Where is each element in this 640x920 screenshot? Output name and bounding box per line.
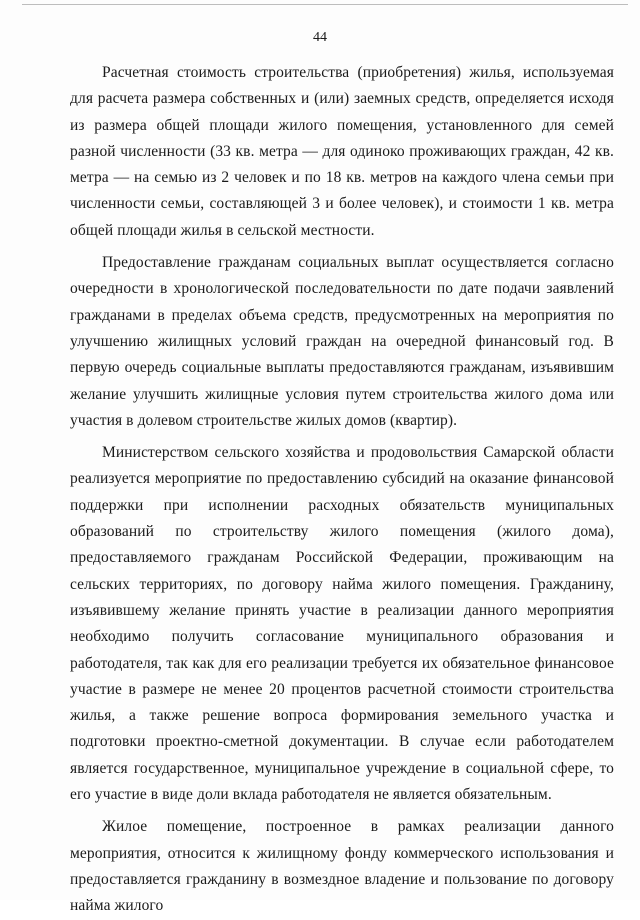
paragraph-housing-cost: Расчетная стоимость строительства (приобретения) жилья, используемая для расчета размера собственных и (или) заемных средств, определяется исходя из размера общей площади жилого помещения, установленного для семей разной численности (33 кв. метра — для одиноко проживающих граждан, 42 кв. метра — на семью из 2 человек и по 18 кв. метров на каждого члена семьи при численности семьи, составляющей 3 и более человек), и стоимости 1 кв. метра общей площади жилья в сельской местности. bbox=[70, 64, 614, 239]
paragraph-ministry-subsidies: Министерством сельского хозяйства и продовольствия Самарской области реализуется мероприятие по предоставлению субсидий на оказание финансовой поддержки при исполнении расходных обязательств муниципальных образований по строительству жилого помещения (жилого дома), предоставляемого гражданам Российской Федерации, проживающим на сельских территориях, по договору найма жилого помещения. Гражданину, изъявившему желание принять участие в реализации данного мероприятия необходимо получить согласование муниципального образования и работодателя, так как для его реализации требуется их обязательное финансовое участие в размере не менее 20 процентов расчетной стоимости строительства жилья, а также решение вопроса формирования земельного участка и подготовки проектно-сметной документации. В случае если работодателем является государственное, муниципальное учреждение в социальной сфере, то его участие в виде доли вклада работодателя не является обязательным. bbox=[70, 444, 614, 804]
body-text bbox=[70, 60, 614, 920]
page-number: 44 bbox=[313, 30, 327, 45]
scan-edge-line bbox=[22, 4, 628, 5]
paragraph-housing-fund: Жилое помещение, построенное в рамках реализации данного мероприятия, относится к жилищному фонду коммерческого использования и предоставляется гражданину в возмездное владение и пользование по договору найма жилого bbox=[70, 818, 614, 915]
paragraph-social-payments: Предоставление гражданам социальных выплат осуществляется согласно очередности в хронологической последовательности по дате подачи заявлений гражданами в пределах объема средств, предусмотренных на мероприятия по улучшению жилищных условий граждан на очередной финансовый год. В первую очередь социальные выплаты предоставляются гражданам, изъявившим желание улучшить жилищные условия путем строительства жилого дома или участия в долевом строительстве жилых домов (квартир). bbox=[70, 254, 614, 429]
